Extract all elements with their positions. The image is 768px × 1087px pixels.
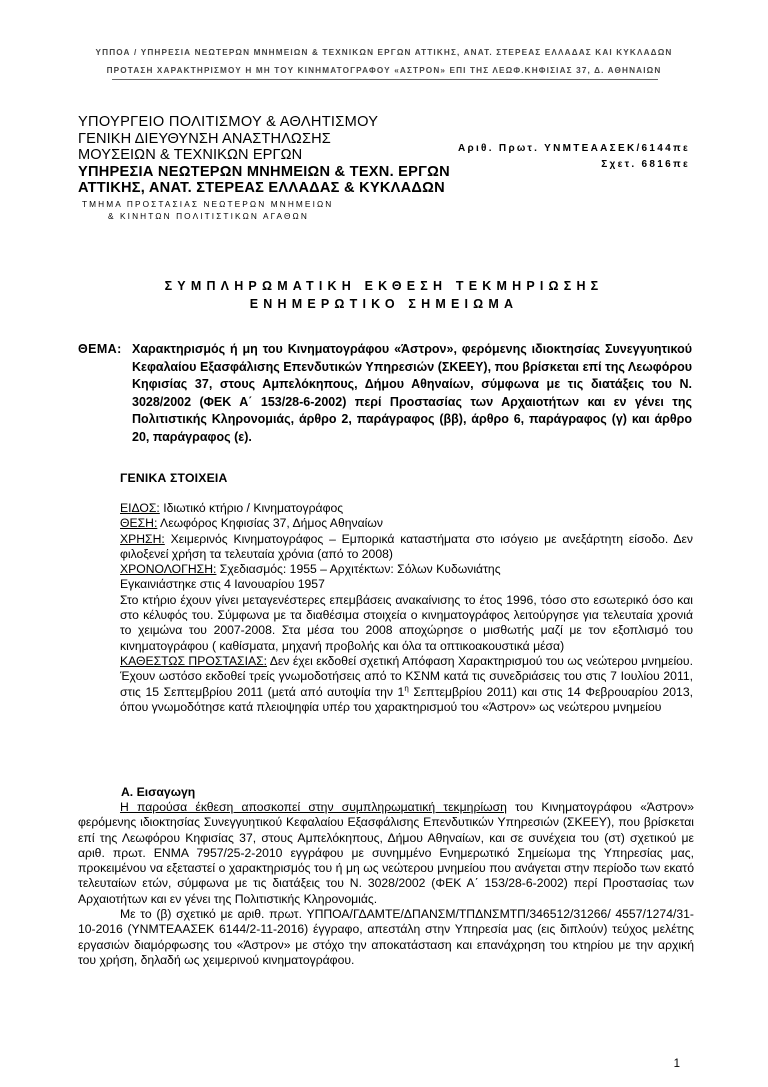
general-heading: ΓΕΝΙΚΑ ΣΤΟΙΧΕΙΑ bbox=[120, 471, 228, 485]
status-superscript: η bbox=[404, 683, 409, 693]
directorate-line1: ΓΕΝΙΚΗ ΔΙΕΥΘΥΝΣΗ ΑΝΑΣΤΗΛΩΣΗΣ bbox=[78, 130, 331, 147]
service-line1: ΥΠΗΡΕΣΙΑ ΝΕΩΤΕΡΩΝ ΜΝΗΜΕΙΩΝ & ΤΕΧΝ. ΕΡΓΩΝ bbox=[78, 163, 450, 180]
type-label: ΕΙΔΟΣ: bbox=[120, 501, 160, 515]
subject-label: ΘΕΜΑ: bbox=[78, 342, 122, 356]
reference-block bbox=[458, 141, 690, 173]
document-subtitle: ΕΝΗΜΕΡΩΤΙΚΟ ΣΗΜΕΙΩΜΑ bbox=[249, 297, 519, 311]
department-line1: ΤΜΗΜΑ ΠΡΟΣΤΑΣΙΑΣ ΝΕΩΤΕΡΩΝ ΜΝΗΜΕΙΩΝ bbox=[82, 199, 334, 209]
dating-label: ΧΡΟΝΟΛΟΓΗΣΗ: bbox=[120, 562, 217, 577]
field-use bbox=[120, 532, 693, 563]
intro-heading: Α. Εισαγωγη bbox=[121, 785, 196, 799]
page-number: 1 bbox=[673, 1058, 680, 1070]
service-line2: ΑΤΤΙΚΗΣ, ΑΝΑΤ. ΣΤΕΡΕΑΣ ΕΛΛΑΔΑΣ & ΚΥΚΛΑΔΩΝ bbox=[78, 180, 445, 197]
department-line2: & ΚΙΝΗΤΩΝ ΠΟΛΙΤΙΣΤΙΚΩΝ ΑΓΑΘΩΝ bbox=[108, 211, 309, 221]
intro-paragraph-2: Με το (β) σχετικό με αριθ. πρωτ. ΥΠΠΟΑ/ΓΔΑΜΤΕ/ΔΠΑΝΣΜ/ΤΠΔΝΣΜΤΠ/346512/31266/ 4557/1274/31-10-2016 (ΥΝΜΤΕΑΑΣΕΚ 6144/2-11-2016) έγγραφο, απεστάλη στην Υπηρεσία μας (εις διπλούν) τεύχος μελέτης εργασιών διαμόρφωσης του «Άστρον» με στόχο την αποκατάσταση και επανάχρηση του κτηρίου με την αρχική του χρήση, δηλαδή ως χειμερινού κινηματογράφου. bbox=[78, 907, 694, 967]
field-location bbox=[120, 516, 693, 531]
location-value: Λεωφόρος Κηφισίας 37, Δήμος Αθηναίων bbox=[157, 516, 383, 531]
status-value-b: Σεπτεμβρίου 2011) και στις 14 Φεβρουαρίου 2013, όπου γνωμοδότησε κατά πλειοψηφία υπέρ του χαρακτηρισμού του «Άστρον» ως νεώτερου μνημείου bbox=[120, 684, 693, 714]
subject-text: Χαρακτηρισμός ή μη του Κινηματογράφου «Άστρον», φερόμενης ιδιοκτησίας Συνεγγυητικού Κεφαλαίου Εξασφάλισης Επενδυτικών Υπηρεσιών (ΣΚΕΕΥ), που βρίσκεται επί της Λεωφόρου Κηφισίας 37, στους Αμπελόκηπους, Δήμου Αθηναίων, σύμφωνα με τις διατάξεις του Ν. 3028/2002 (ΦΕΚ Α΄ 153/28-6-2002) περί Προστασίας των Αρχαιοτήτων και εν γένει της Πολιτιστικής Κληρονομιάς, άρθρο 2, παράγραφος (ββ), άρθρο 6, παράγραφος (γ) και άρθρο 20, παράγραφος (ε). bbox=[132, 342, 692, 444]
type-value: Ιδιωτικό κτήριο / Κινηματογράφος bbox=[159, 501, 344, 515]
header-divider bbox=[112, 79, 658, 80]
intro-section bbox=[78, 800, 694, 968]
location-label: ΘΕΣΗ: bbox=[120, 516, 158, 531]
use-value: Χειμερινός Κινηματογράφος – Εμπορικά καταστήματα στο ισόγειο με ανεξάρτητη είσοδο. Δεν φιλοξενεί χρήση τα τελευταία χρόνια (από το 2008) bbox=[120, 531, 693, 561]
status-value-a: Δεν έχει εκδοθεί σχετική Απόφαση Χαρακτηρισμού του ως νεώτερου μνημείου. Έχουν ωστόσο εκδοθεί τρείς γνωμοδοτήσεις από το ΚΣΝΜ κατά τις συνεδριάσεις του στις 7 Ιουλίου 2011, στις 15 Σεπτεμβρίου 2011 (μετά από αυτοψία την 1 bbox=[120, 653, 693, 699]
history-paragraph: Στο κτήριο έχουν γίνει μεταγενέστερες επεμβάσεις ανακαίνισης το έτος 1996, τόσο στο εσωτερικό όσο και στο κέλυφός του. Σύμφωνα με τα διαθέσιμα στοιχεία ο κινηματογράφος λειτούργησε για τελευταία χρονιά το χειμώνα του 2007-2008. Στα μέσα του 2008 αποχώρησε ο μισθωτής μαζί με τον εξοπλισμό του κινηματογράφου ( καθίσματα, μηχανή προβολής και όλα τα οπτικοακουστικά μέσα) bbox=[120, 592, 693, 653]
dating-value: Σχεδιασμός: 1955 – Αρχιτέκτων: Σόλων Κυδωνιάτης bbox=[216, 562, 501, 577]
status-label: ΚΑΘΕΣΤΩΣ ΠΡΟΣΤΑΣΙΑΣ: bbox=[120, 653, 268, 668]
ministry-name: ΥΠΟΥΡΓΕΙΟ ΠΟΛΙΤΙΣΜΟΥ & ΑΘΛΗΤΙΣΜΟΥ bbox=[78, 114, 379, 130]
intro-p1-rest: του Κινηματογράφου «Άστρον» φερόμενης ιδιοκτησίας Συνεγγυητικού Κεφαλαίου Εξασφάλισης Επενδυτικών Υπηρεσιών (ΣΚΕΕΥ), που βρίσκεται επί της Λεωφόρου Κηφισίας 37, στους Αμπελόκηπους, Δήμου Αθηναίων, και σε συνέχεια του (στ) σχετικού με αριθ. πρωτ. ΕΝΜΑ 7957/25-2-2010 εγγράφου με συνημμένο Ενημερωτικό Σημείωμα της Υπηρεσίας μας, προκειμένου να εξεταστεί ο χαρακτηρισμός του ή μη ως νεώτερου μνημείου που ανάγεται στην περίοδο των εκατό τελευταίων ετών, σύμφωνα με τις διατάξεις του Ν. 3028/2002 (ΦΕΚ Α΄ 153/28-6-2002) περί Προστασίας των Αρχαιοτήτων και εν γένει της Πολιτιστικής Κληρονομιάς. bbox=[78, 800, 694, 906]
inauguration: Εγκαινιάστηκε στις 4 Ιανουαρίου 1957 bbox=[120, 577, 325, 592]
use-label: ΧΡΗΣΗ: bbox=[120, 531, 165, 546]
field-type bbox=[120, 501, 693, 516]
field-dating bbox=[120, 562, 693, 577]
document-title: ΣΥΜΠΛΗΡΩΜΑΤΙΚΗ ΕΚΘΕΣΗ ΤΕΚΜΗΡΙΩΣΗΣ bbox=[164, 279, 604, 293]
ministry-letterhead bbox=[78, 114, 450, 197]
running-header-line2: ΠΡΟΤΑΣΗ ΧΑΡΑΚΤΗΡΙΣΜΟΥ Η ΜΗ ΤΟΥ ΚΙΝΗΜΑΤΟΓΡΑΦΟΥ «ΑΣΤΡΟΝ» ΕΠΙ ΤΗΣ ΛΕΩΦ.ΚΗΦΙΣΙΑΣ 37, Δ. ΑΘΗΝΑΙΩΝ bbox=[106, 66, 662, 75]
related-number: Σχετ. 6816πε bbox=[601, 159, 690, 170]
directorate-line2: ΜΟΥΣΕΙΩΝ & ΤΕΧΝΙΚΩΝ ΕΡΓΩΝ bbox=[78, 147, 303, 164]
field-status bbox=[120, 654, 693, 715]
intro-paragraph-1 bbox=[78, 800, 694, 907]
general-section bbox=[120, 501, 693, 715]
intro-underlined: Η παρούσα έκθεση αποσκοπεί στην συμπληρωματική τεκμηρίωση bbox=[120, 800, 507, 814]
subject-block bbox=[78, 341, 692, 446]
running-header-line1: ΥΠΠΟΑ / ΥΠΗΡΕΣΙΑ ΝΕΩΤΕΡΩΝ ΜΝΗΜΕΙΩΝ & ΤΕΧΝΙΚΩΝ ΕΡΓΩΝ ΑΤΤΙΚΗΣ, ΑΝΑΤ. ΣΤΕΡΕΑΣ ΕΛΛΑΔΑΣ ΚΑΙ ΚΥΚΛΑΔΩΝ bbox=[95, 48, 673, 57]
protocol-number: Αριθ. Πρωτ. ΥΝΜΤΕΑΑΣΕΚ/6144πε bbox=[457, 143, 690, 154]
